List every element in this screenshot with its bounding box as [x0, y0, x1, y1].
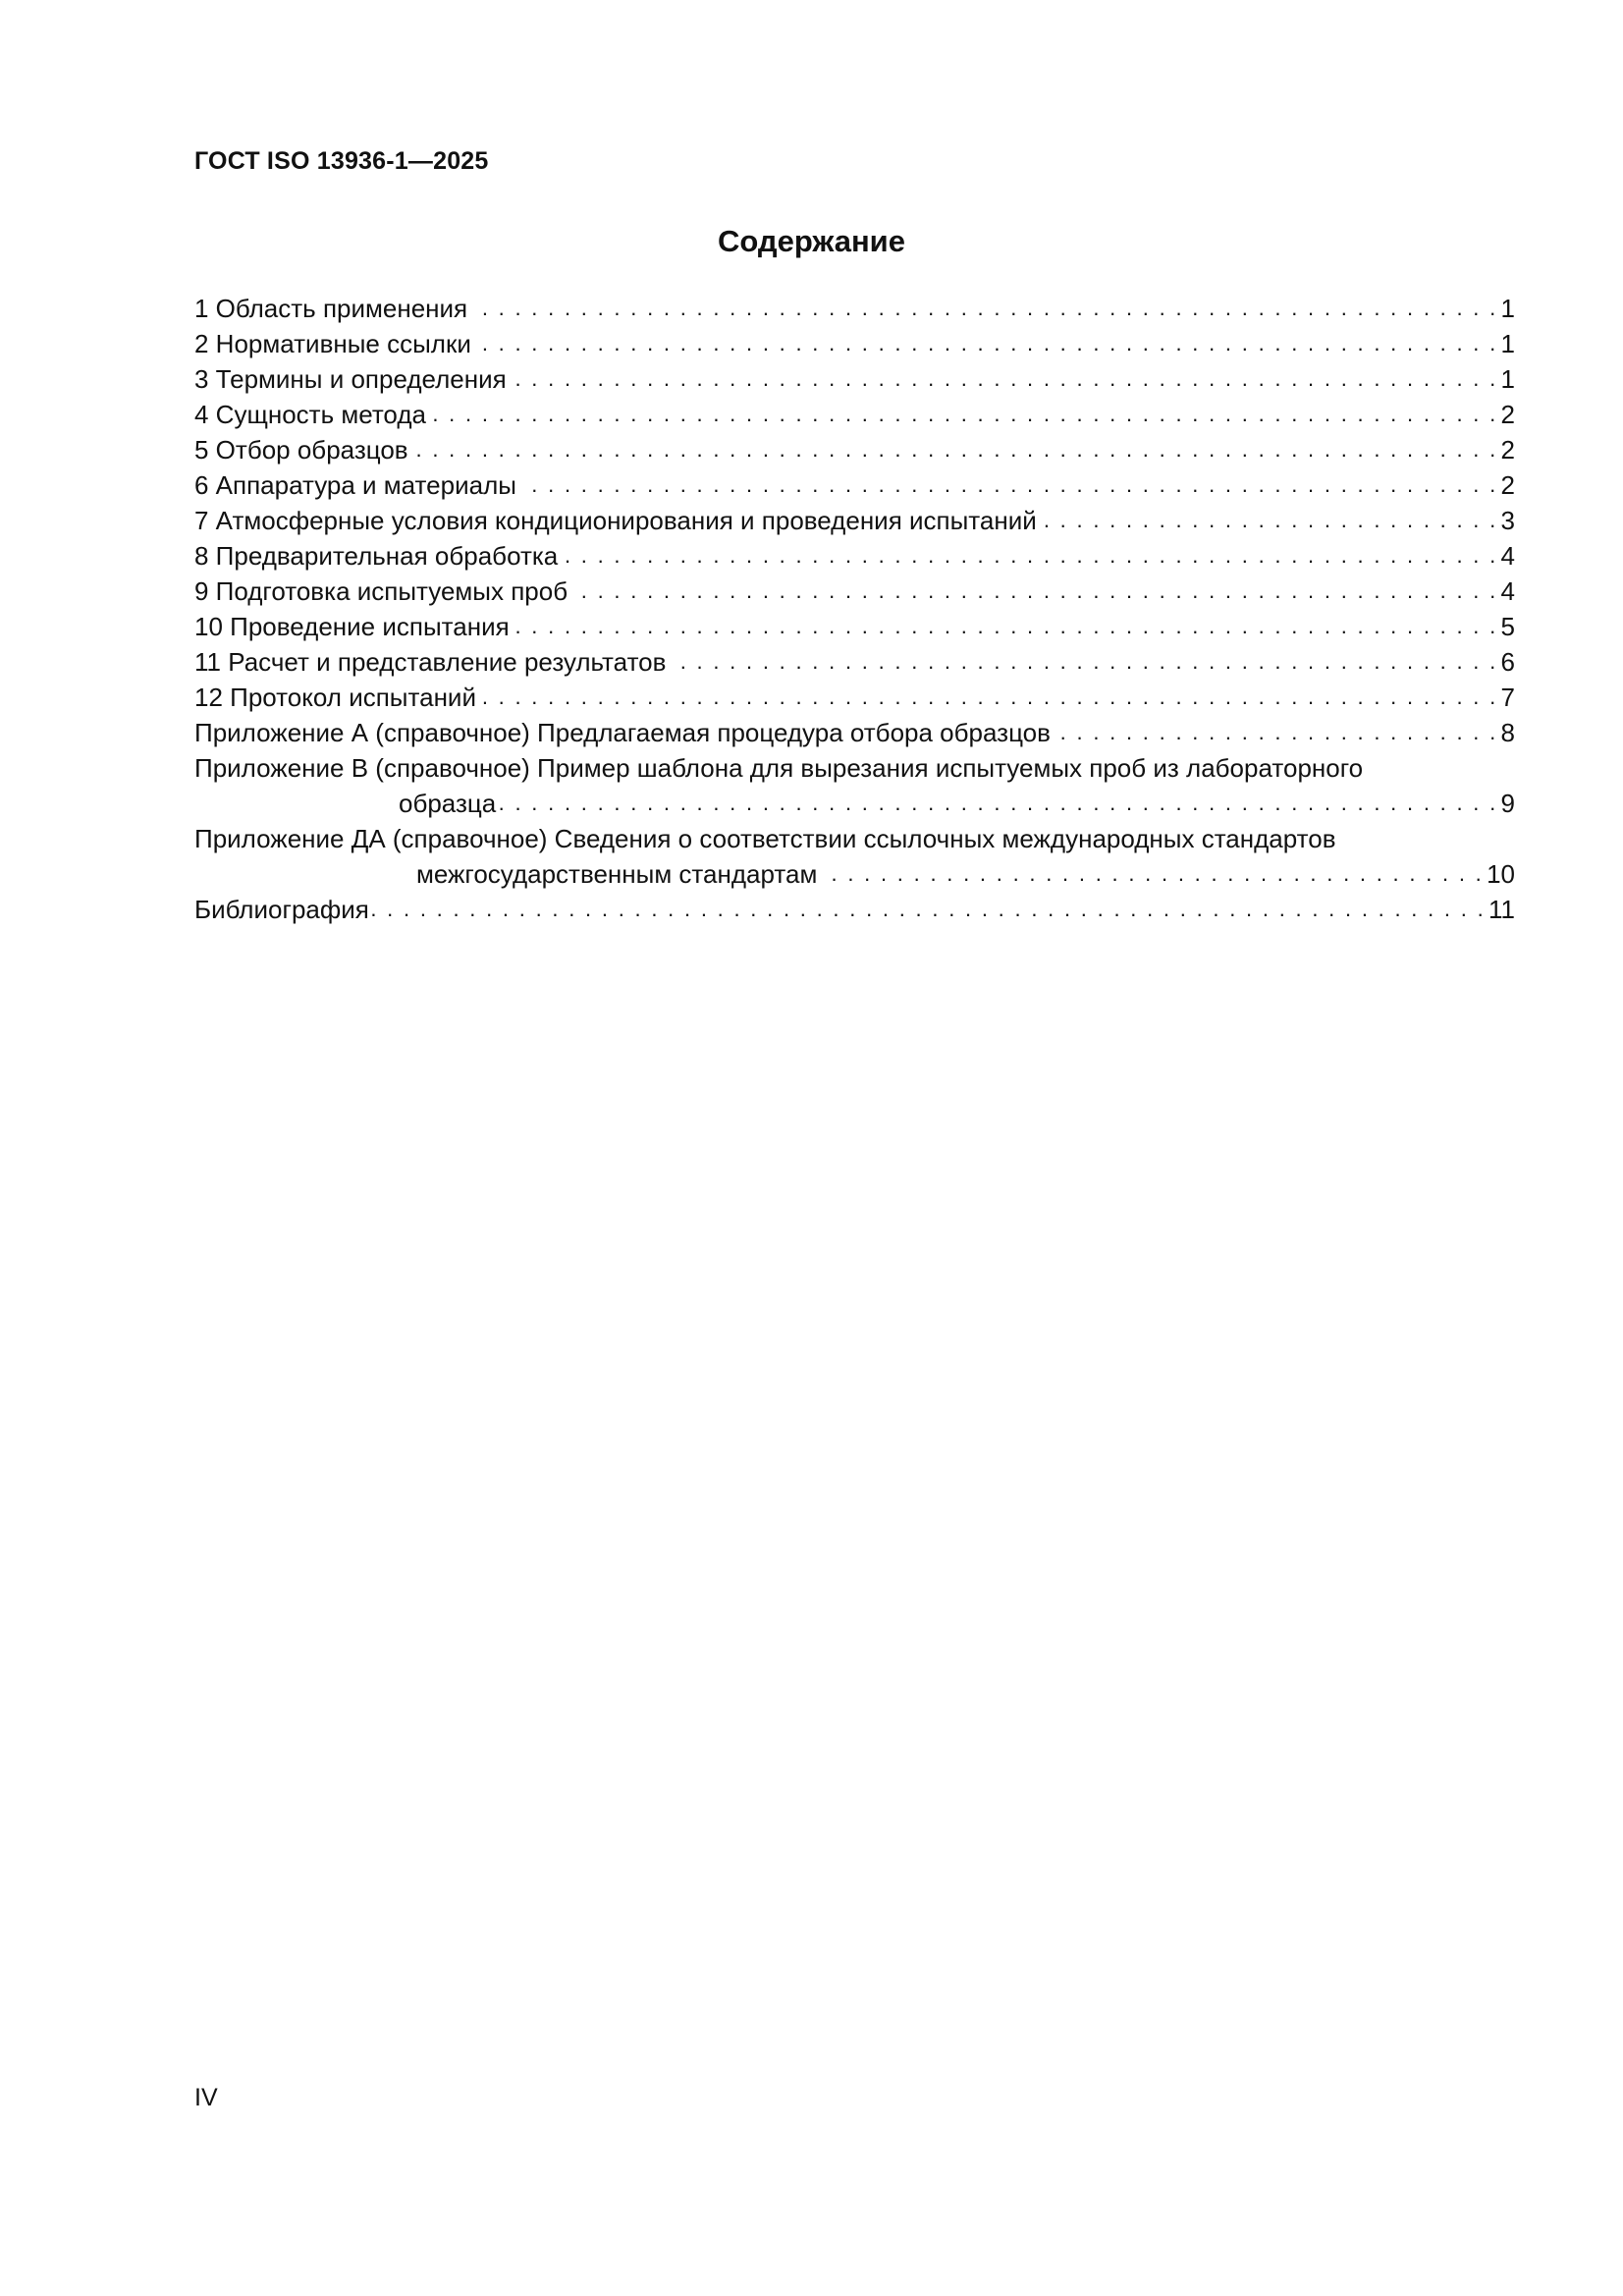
- toc-entry-page: 7: [1500, 683, 1515, 712]
- toc-entry-label: 12 Протокол испытаний: [194, 683, 476, 712]
- dot-leader: [372, 901, 1486, 920]
- toc-entry-bibliography[interactable]: [194, 892, 1515, 927]
- dot-leader: [411, 441, 1498, 461]
- toc-entry-6[interactable]: [194, 467, 1515, 503]
- dot-leader: [513, 618, 1498, 637]
- toc-entry-page: 2: [1500, 435, 1515, 465]
- toc-entry-7[interactable]: [194, 503, 1515, 538]
- toc-entry-label: 8 Предварительная обработка: [194, 541, 559, 571]
- toc-entry-page: 11: [1488, 895, 1515, 924]
- toc-entry-page: 4: [1500, 576, 1515, 606]
- dot-leader: [470, 300, 1497, 319]
- dot-leader: [561, 547, 1497, 567]
- dot-leader: [820, 865, 1484, 885]
- toc-entry-continuation: [194, 786, 1515, 821]
- toc-entry-page: 3: [1500, 506, 1515, 535]
- document-code: ГОСТ ISO 13936-1—2025: [194, 147, 489, 175]
- toc-entry-page: 2: [1500, 400, 1515, 429]
- toc-entry-label-line2: межгосударственным стандартам: [416, 859, 818, 889]
- dot-leader: [1040, 512, 1498, 531]
- toc-entry-11[interactable]: [194, 644, 1515, 680]
- dot-leader: [499, 794, 1497, 814]
- dot-leader: [429, 406, 1498, 425]
- toc-entry-9[interactable]: [194, 574, 1515, 609]
- toc-entry-page: 9: [1500, 789, 1515, 818]
- toc-entry-appendix-da[interactable]: [194, 821, 1515, 892]
- toc-entry-label: 6 Аппаратура и материалы: [194, 470, 516, 500]
- toc-entry-12[interactable]: [194, 680, 1515, 715]
- toc-entry-label: Библиография: [194, 895, 369, 924]
- toc-entry-page: 8: [1500, 718, 1515, 747]
- toc-entry-page: 1: [1500, 294, 1515, 323]
- dot-leader: [519, 476, 1498, 496]
- toc-entry-label: 10 Проведение испытания: [194, 612, 510, 641]
- toc-entry-appendix-a[interactable]: [194, 715, 1515, 750]
- dot-leader: [510, 370, 1498, 390]
- toc-entry-label-line1: Приложение В (справочное) Пример шаблона для вырезания испытуемых проб из лабораторного: [194, 753, 1364, 783]
- toc-entry-label: 2 Нормативные ссылки: [194, 329, 471, 358]
- dot-leader: [570, 582, 1497, 602]
- toc-entry-continuation: [194, 856, 1515, 892]
- toc-entry-label: 3 Термины и определения: [194, 364, 507, 394]
- toc-entry-label: 1 Область применения: [194, 294, 468, 323]
- toc-entry-page: 6: [1500, 647, 1515, 677]
- table-of-contents: [194, 291, 1515, 927]
- toc-title: Содержание: [718, 224, 905, 258]
- page-number: IV: [194, 2084, 218, 2111]
- toc-entry-10[interactable]: [194, 609, 1515, 644]
- toc-entry-page: 10: [1487, 859, 1515, 889]
- toc-entry-label: 4 Сущность метода: [194, 400, 426, 429]
- dot-leader: [1054, 724, 1498, 743]
- toc-entry-label-line1: Приложение ДА (справочное) Сведения о соответствии ссылочных международных стандартов: [194, 824, 1336, 853]
- dot-leader: [474, 335, 1498, 355]
- toc-entry-appendix-b[interactable]: [194, 750, 1515, 821]
- toc-entry-label: 5 Отбор образцов: [194, 435, 408, 465]
- toc-entry-label: 7 Атмосферные условия кондиционирования и проведения испытаний: [194, 506, 1037, 535]
- toc-entry-5[interactable]: [194, 432, 1515, 467]
- toc-entry-8[interactable]: [194, 538, 1515, 574]
- dot-leader: [669, 653, 1497, 673]
- toc-entry-page: 1: [1500, 329, 1515, 358]
- toc-entry-page: 2: [1500, 470, 1515, 500]
- toc-entry-4[interactable]: [194, 397, 1515, 432]
- toc-entry-page: 1: [1500, 364, 1515, 394]
- toc-entry-label: Приложение А (справочное) Предлагаемая процедура отбора образцов: [194, 718, 1051, 747]
- toc-entry-2[interactable]: [194, 326, 1515, 361]
- toc-entry-label: 11 Расчет и представление результатов: [194, 647, 667, 677]
- toc-entry-page: 5: [1500, 612, 1515, 641]
- toc-entry-page: 4: [1500, 541, 1515, 571]
- dot-leader: [479, 688, 1498, 708]
- toc-entry-label-line2: образца: [399, 789, 497, 818]
- toc-entry-3[interactable]: [194, 361, 1515, 397]
- toc-entry-1[interactable]: [194, 291, 1515, 326]
- toc-entry-label: 9 Подготовка испытуемых проб: [194, 576, 568, 606]
